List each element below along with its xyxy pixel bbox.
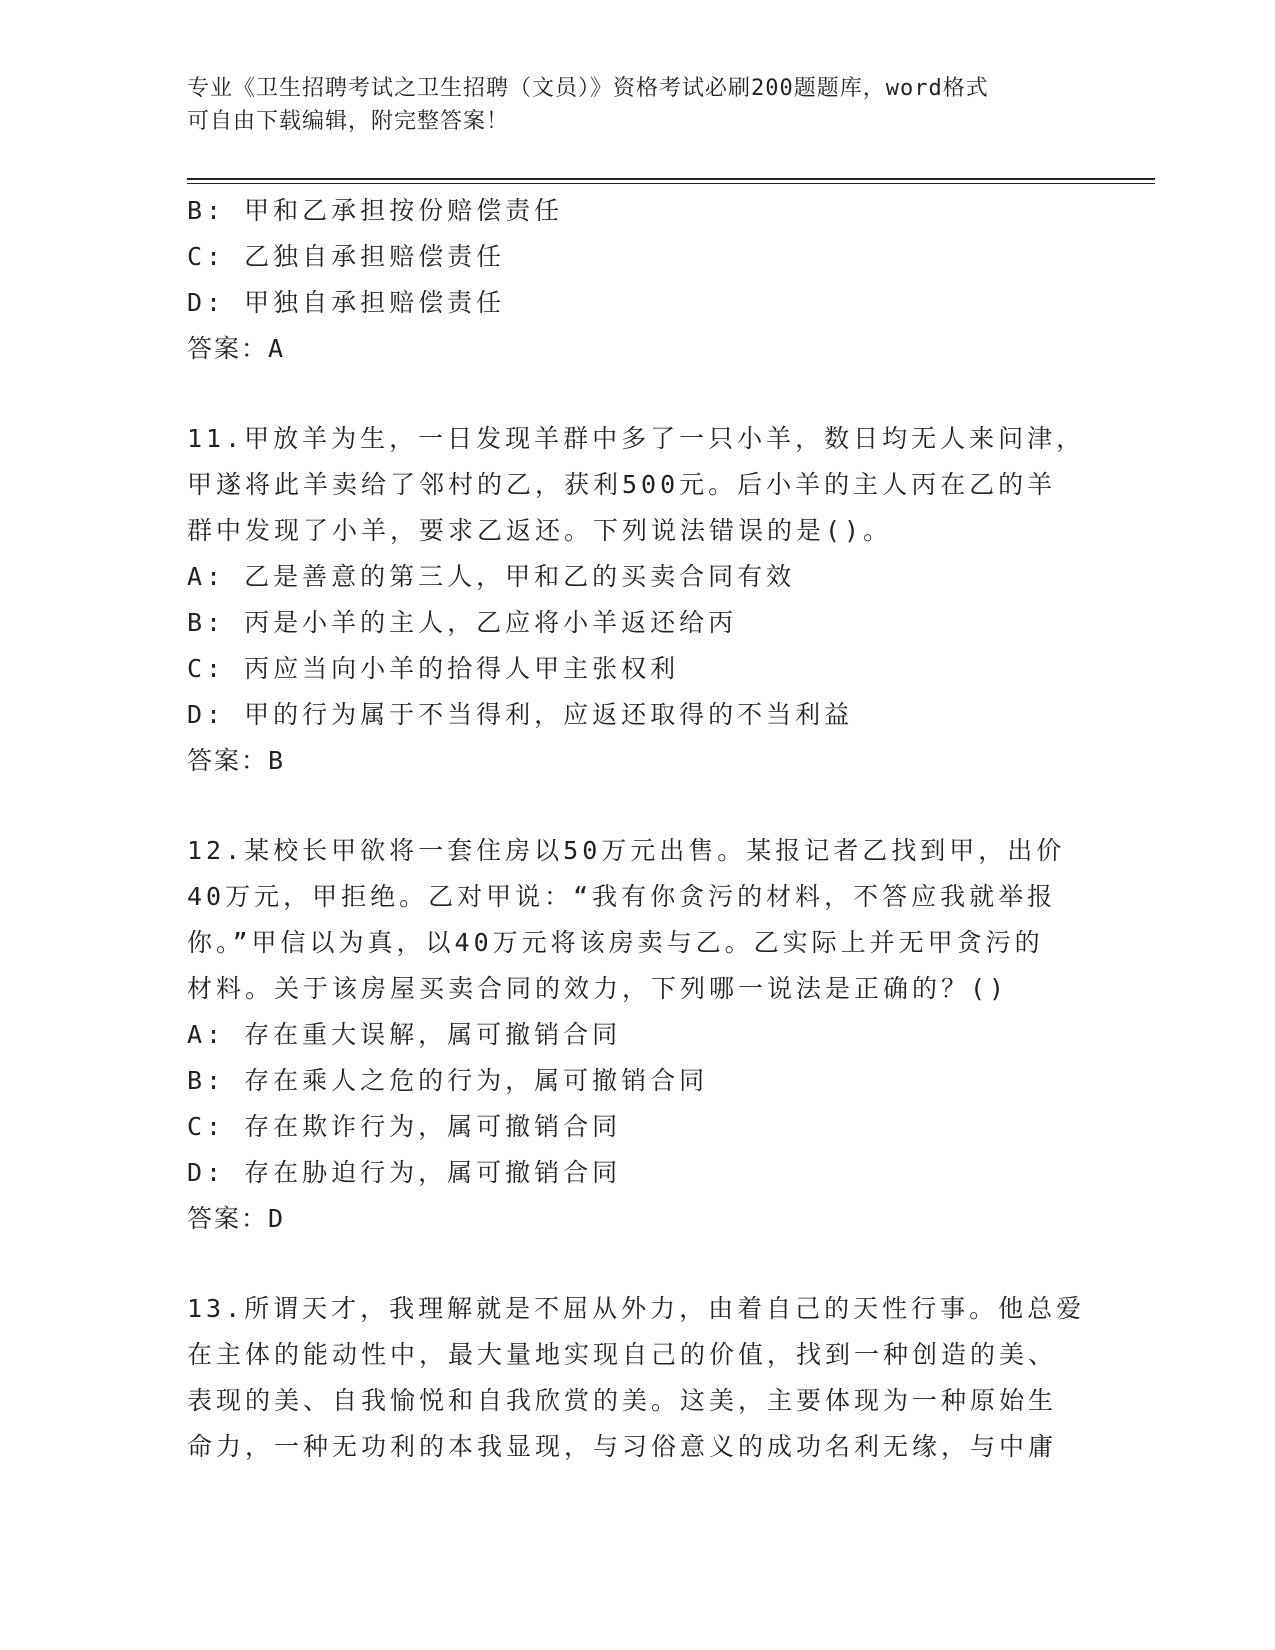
answer-label: 答案：A [187,334,286,363]
question-stem-line: 在主体的能动性中，最大量地实现自己的价值，找到一种创造的美、 [187,1340,1058,1369]
header-line-1: 专业《卫生招聘考试之卫生招聘（文员）》资格考试必刷200题题库，word格式 [187,76,989,101]
header-line-2: 可自由下载编辑，附完整答案！ [187,109,510,134]
question-11 [187,416,1087,784]
question-13 [187,1286,1087,1470]
header-rule-thin [187,183,1155,184]
question-stem-line: 12.某校长甲欲将一套住房以50万元出售。某报记者乙找到甲，出价 [187,836,1066,865]
question-stem-line: 表现的美、自我愉悦和自我欣赏的美。这美，主要体现为一种原始生 [187,1386,1058,1415]
option-b: B: 丙是小羊的主人，乙应将小羊返还给丙 [187,608,738,637]
option-d: D: 甲的行为属于不当得利，应返还取得的不当利益 [187,700,854,729]
option-d: D: 存在胁迫行为，属可撤销合同 [187,1158,622,1187]
question-12 [187,828,1087,1242]
spacer [187,372,1087,416]
document-header [187,72,1087,138]
question-stem-line: 你。”甲信以为真，以40万元将该房卖与乙。乙实际上并无甲贪污的 [187,928,1044,957]
option-b: B: 存在乘人之危的行为，属可撤销合同 [187,1066,709,1095]
option-b: B: 甲和乙承担按份赔偿责任 [187,196,564,225]
question-stem-line: 材料。关于该房屋买卖合同的效力，下列哪一说法是正确的？() [187,974,1009,1003]
answer-label: 答案：D [187,1204,286,1233]
option-c: C: 丙应当向小羊的拾得人甲主张权利 [187,654,680,683]
question-stem-line: 11.甲放羊为生，一日发现羊群中多了一只小羊，数日均无人来问津， [187,424,1086,453]
question-stem-line: 40万元，甲拒绝。乙对甲说：“我有你贪污的材料，不答应我就举报 [187,882,1057,911]
answer-label: 答案：B [187,746,286,775]
spacer [187,784,1087,828]
header-rule-thick [187,178,1155,180]
question-stem-line: 群中发现了小羊，要求乙返还。下列说法错误的是()。 [187,516,893,545]
option-a: A: 存在重大误解，属可撤销合同 [187,1020,622,1049]
prev-question-block [187,188,1087,372]
option-c: C: 乙独自承担赔偿责任 [187,242,506,271]
option-d: D: 甲独自承担赔偿责任 [187,288,506,317]
option-a: A: 乙是善意的第三人，甲和乙的买卖合同有效 [187,562,796,591]
question-content [187,188,1087,1470]
option-c: C: 存在欺诈行为，属可撤销合同 [187,1112,622,1141]
question-stem-line: 13.所谓天才，我理解就是不屈从外力，由着自己的天性行事。他总爱 [187,1294,1086,1323]
question-stem-line: 命力，一种无功利的本我显现，与习俗意义的成功名利无缘，与中庸 [187,1432,1058,1461]
question-stem-line: 甲遂将此羊卖给了邻村的乙，获利500元。后小羊的主人丙在乙的羊 [187,470,1057,499]
spacer [187,1242,1087,1286]
